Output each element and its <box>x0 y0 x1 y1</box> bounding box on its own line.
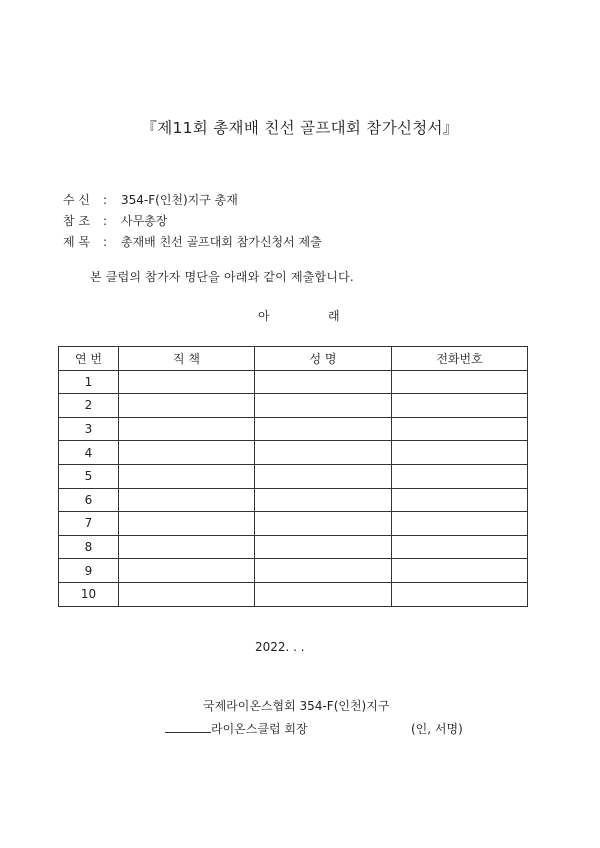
position-cell[interactable] <box>119 441 255 465</box>
participant-table <box>58 346 528 607</box>
signature-line <box>165 720 308 737</box>
club-president-label: 라이온스클럽 회장 <box>211 722 308 736</box>
intro-text: 본 클럽의 참가자 명단을 아래와 같이 제출합니다. <box>90 270 354 284</box>
position-cell[interactable] <box>119 464 255 488</box>
table-header-row <box>59 347 528 371</box>
position-cell[interactable] <box>119 394 255 418</box>
position-cell[interactable] <box>119 370 255 394</box>
phone-cell[interactable] <box>392 559 528 583</box>
phone-cell[interactable] <box>392 441 528 465</box>
row-number: 5 <box>59 464 119 488</box>
seal-signature-label: (인, 서명) <box>411 722 463 736</box>
below-heading-right: 래 <box>328 309 340 323</box>
name-cell[interactable] <box>255 488 392 512</box>
name-cell[interactable] <box>255 394 392 418</box>
table-row <box>59 582 528 606</box>
phone-cell[interactable] <box>392 512 528 536</box>
row-number: 7 <box>59 512 119 536</box>
row-number: 10 <box>59 582 119 606</box>
table-row <box>59 417 528 441</box>
below-heading-left: 아 <box>258 309 270 323</box>
position-cell[interactable] <box>119 559 255 583</box>
table-row <box>59 535 528 559</box>
header-position: 직 책 <box>119 347 255 371</box>
field-subject <box>63 233 322 250</box>
table-row <box>59 394 528 418</box>
phone-cell[interactable] <box>392 488 528 512</box>
field-value: 사무총장 <box>121 214 168 228</box>
name-cell[interactable] <box>255 441 392 465</box>
field-colon: : <box>103 235 108 249</box>
position-cell[interactable] <box>119 488 255 512</box>
field-key: 제 목 <box>63 235 90 249</box>
header-phone: 전화번호 <box>392 347 528 371</box>
row-number: 8 <box>59 535 119 559</box>
name-cell[interactable] <box>255 370 392 394</box>
phone-cell[interactable] <box>392 464 528 488</box>
phone-cell[interactable] <box>392 370 528 394</box>
row-number: 2 <box>59 394 119 418</box>
table-row <box>59 464 528 488</box>
table-row <box>59 441 528 465</box>
organization-name: 국제라이온스협회 354-F(인천)지구 <box>203 699 390 713</box>
name-cell[interactable] <box>255 535 392 559</box>
name-cell[interactable] <box>255 582 392 606</box>
table-row <box>59 370 528 394</box>
field-key: 수 신 <box>63 193 90 207</box>
phone-cell[interactable] <box>392 582 528 606</box>
position-cell[interactable] <box>119 582 255 606</box>
field-recipient <box>63 191 238 208</box>
row-number: 3 <box>59 417 119 441</box>
table-row <box>59 559 528 583</box>
date-line: 2022. . . <box>255 640 305 654</box>
position-cell[interactable] <box>119 512 255 536</box>
club-name-blank[interactable] <box>165 732 211 733</box>
field-value: 354-F(인천)지구 총재 <box>121 193 238 207</box>
phone-cell[interactable] <box>392 394 528 418</box>
position-cell[interactable] <box>119 417 255 441</box>
row-number: 9 <box>59 559 119 583</box>
position-cell[interactable] <box>119 535 255 559</box>
phone-cell[interactable] <box>392 535 528 559</box>
field-reference <box>63 212 167 229</box>
name-cell[interactable] <box>255 464 392 488</box>
field-colon: : <box>103 193 108 207</box>
field-colon: : <box>103 214 108 228</box>
row-number: 4 <box>59 441 119 465</box>
name-cell[interactable] <box>255 559 392 583</box>
row-number: 6 <box>59 488 119 512</box>
header-number: 연 번 <box>59 347 119 371</box>
document-title: 『제11회 총재배 친선 골프대회 참가신청서』 <box>141 119 459 137</box>
field-key: 참 조 <box>63 214 90 228</box>
header-name: 성 명 <box>255 347 392 371</box>
phone-cell[interactable] <box>392 417 528 441</box>
table-row <box>59 512 528 536</box>
name-cell[interactable] <box>255 512 392 536</box>
field-value: 총재배 친선 골프대회 참가신청서 제출 <box>121 235 322 249</box>
row-number: 1 <box>59 370 119 394</box>
table-row <box>59 488 528 512</box>
name-cell[interactable] <box>255 417 392 441</box>
